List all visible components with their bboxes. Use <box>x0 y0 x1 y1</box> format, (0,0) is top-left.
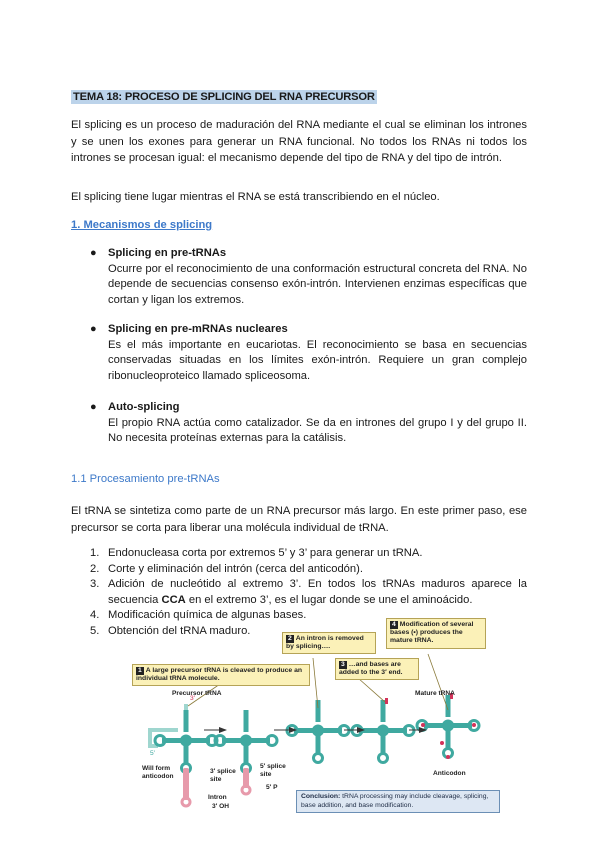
precursor-trna-label: Precursor tRNA <box>172 690 222 697</box>
list-item: 2. Corte y eliminación del intrón (cerca del anticodón). <box>90 562 363 575</box>
bullet-body: Es el más importante en eucariotas. El reconocimiento se basa en secuencias conservadas situadas en los límites exón-intrón. Requiere un gran complejo ribonucleoproteico llamado spliceosoma. <box>108 338 527 382</box>
intro-paragraph-1: El splicing es un proceso de maduración del RNA mediante el cual se eliminan los intrones y se unen los exones para generar un RNA funcional. No todos los RNAs ni todos los intrones se procesan igual: el mecanismo depende del tipo de RNA y del tipo de intrón. <box>71 119 527 164</box>
label-3p-precursor: 3′ <box>190 695 195 702</box>
callout-step-3: 3 …and bases are added to the 3′ end. <box>335 658 419 680</box>
precursor-trna-shape <box>150 704 217 806</box>
bullet-body: El propio RNA actúa como catalizador. Se da en intrones del grupo I y del grupo II. No necesita proteínas externas para la catálisis. <box>108 416 527 444</box>
mature-trna-shape <box>417 693 479 759</box>
bullet-body: Ocurre por el reconocimiento de una conformación estructural concreta del RNA. No depende de secuencias consenso exón-intrón. Intervienen enzimas específicas que cortan y ligan los extremos. <box>108 262 527 306</box>
trna-processing-figure <box>128 618 500 823</box>
list-item: 3. Adición de nucleótido al extremo 3’. En todos los tRNAs maduros aparece la secuencia CCA en el extremo 3’, es el lugar donde se une el aminoácido. <box>90 578 527 606</box>
conclusion-box: Conclusion: tRNA processing may include cleavage, splicing, base addition, and base modification. <box>296 790 500 813</box>
intron-label: Intron <box>208 794 227 801</box>
three-prime-oh-label: 3′ OH <box>212 803 229 810</box>
callout-step-4: 4 Modification of several bases (•) produces the mature tRNA. <box>386 618 486 649</box>
three-prime-splice-site-label: 3′ splice site <box>210 768 236 783</box>
bullet-dot-icon: ● <box>90 247 97 259</box>
section-heading-procesamiento: 1.1 Procesamiento pre-tRNAs <box>71 473 220 485</box>
bullet-dot-icon: ● <box>90 401 97 413</box>
callout-step-1: 1 A large precursor tRNA is cleaved to produce an individual tRNA molecule. <box>132 664 310 686</box>
bullet-title: Splicing en pre-tRNAs <box>108 247 227 259</box>
bullet-dot-icon: ● <box>90 323 97 335</box>
section-heading-mecanismos: 1. Mecanismos de splicing <box>71 219 213 231</box>
intro-paragraph-2: El splicing tiene lugar mientras el RNA se está transcribiendo en el núcleo. <box>71 191 440 203</box>
anticodon-label: Anticodon <box>433 770 466 777</box>
five-prime-splice-site-label: 5′ splice site <box>260 763 286 778</box>
list-item: 5. Obtención del tRNA maduro. <box>90 624 251 637</box>
list-item: 1. Endonucleasa corta por extremos 5’ y 3’ para generar un tRNA. <box>90 547 423 559</box>
bullet-title: Splicing en pre-mRNAs nucleares <box>108 323 288 335</box>
callout-step-2: 2 An intron is removed by splicing…. <box>282 632 376 654</box>
page-title: TEMA 18: PROCESO DE SPLICING DEL RNA PRECURSOR <box>73 91 375 103</box>
label-5p-precursor: 5′ <box>150 750 155 757</box>
cca-sequence: CCA <box>161 593 186 606</box>
mature-trna-label: Mature tRNA <box>415 690 455 697</box>
trna-paragraph: El tRNA se sintetiza como parte de un RNA precursor más largo. En este primer paso, ese precursor se corta para liberar una molécula individual de tRNA. <box>71 505 527 534</box>
spliced-trna-shape <box>287 700 349 763</box>
bullet-title: Auto-splicing <box>108 401 180 413</box>
five-prime-p-label: 5′ P <box>266 784 278 791</box>
list-item: 4. Modificación química de algunas bases. <box>90 609 307 621</box>
will-form-anticodon-label: Will form anticodon <box>142 765 174 780</box>
